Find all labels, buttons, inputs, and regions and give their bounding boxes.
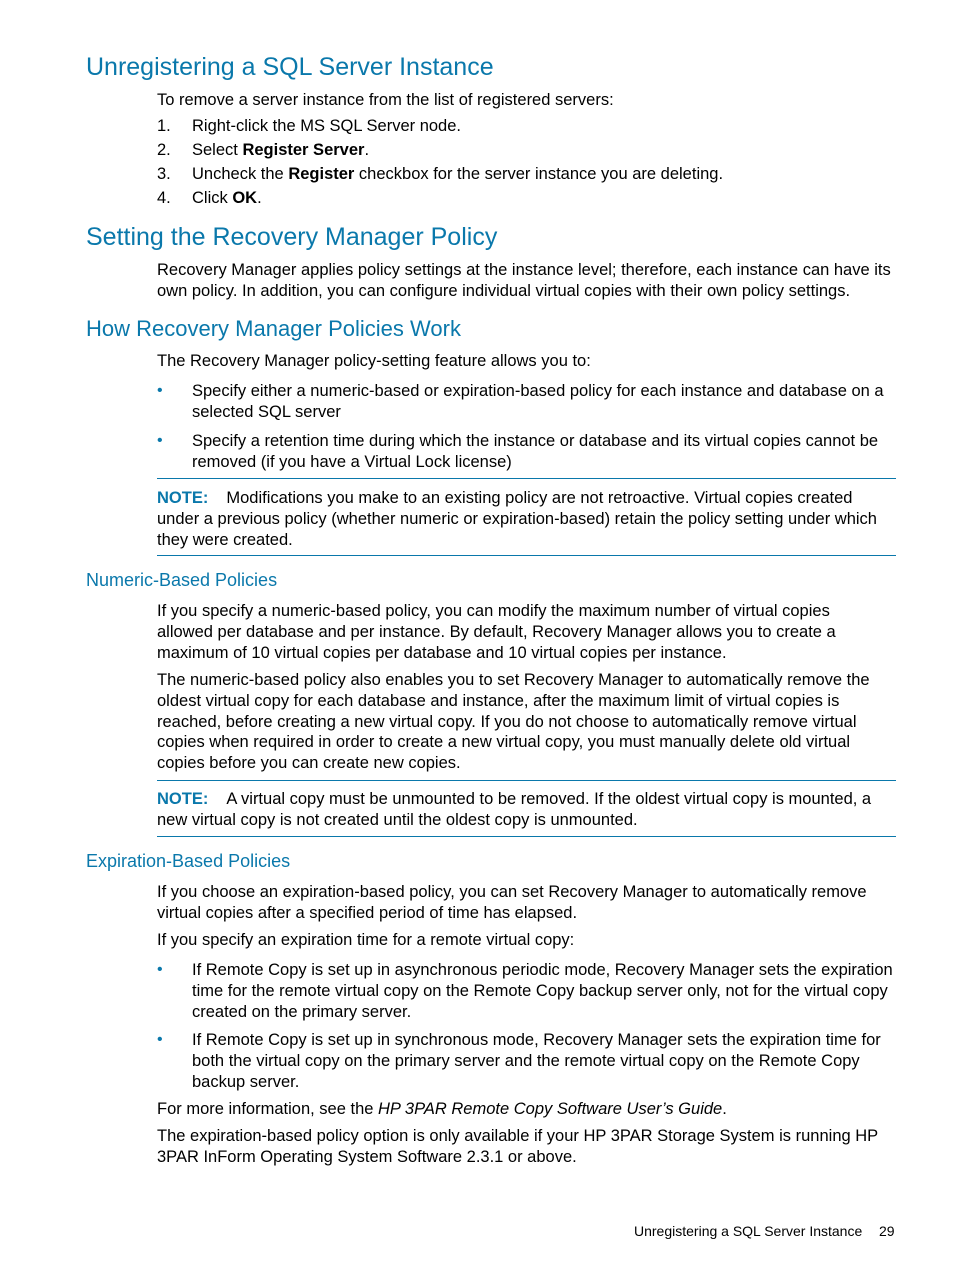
policy-intro-paragraph: Recovery Manager applies policy settings at the instance level; therefore, each instance can have its own policy. In addition, you can configure individual virtual copies with their own policy settings. — [157, 261, 891, 300]
note-divider-top — [157, 478, 896, 479]
bullet-text: If Remote Copy is set up in synchronous mode, Recovery Manager sets the expiration time for both the virtual copy on the primary server and the remote virtual copy on the Remote Copy backup server. — [192, 1031, 881, 1091]
note-divider-bottom — [157, 836, 896, 837]
note-divider-top — [157, 780, 896, 781]
footer-section-name: Unregistering a SQL Server Instance — [634, 1223, 863, 1239]
step-text: Uncheck the Register checkbox for the server instance you are deleting. — [192, 165, 724, 183]
bullet-icon: • — [157, 961, 163, 978]
note-divider-bottom — [157, 555, 896, 556]
page-number: 29 — [879, 1223, 895, 1239]
note-block — [157, 488, 897, 550]
step-text: Click OK. — [192, 189, 262, 207]
bullet-icon: • — [157, 432, 163, 449]
note-block — [157, 789, 897, 831]
expiration-paragraph-1: If you choose an expiration-based policy, you can set Recovery Manager to automatically remove virtual copies after a specified period of time has elapsed. — [157, 883, 867, 922]
section-heading-setting-policy: Setting the Recovery Manager Policy — [86, 223, 498, 251]
numeric-paragraph-2: The numeric-based policy also enables you to set Recovery Manager to automatically remove the oldest virtual copy for each database and instance, after the maximum limit of virtual copies is reached, before creating a new virtual copy. If you do not choose to automatically remove virtual copies when required in order to create a new virtual copy, you must manually delete old virtual copies before you can create new copies. — [157, 671, 870, 773]
guide-reference: HP 3PAR Remote Copy Software User’s Guide — [378, 1100, 723, 1118]
section-heading-numeric-based: Numeric-Based Policies — [86, 570, 278, 590]
section-heading-unregistering: Unregistering a SQL Server Instance — [86, 53, 494, 81]
section-heading-expiration-based: Expiration-Based Policies — [86, 851, 291, 871]
bullet-icon: • — [157, 382, 163, 399]
numeric-paragraph-1: If you specify a numeric-based policy, you can modify the maximum number of virtual copies allowed per database and per instance. By default, Recovery Manager allows you to create a maximum of 10 virtual copies per database and 10 virtual copies per instance. — [157, 602, 836, 662]
expiration-paragraph-3: The expiration-based policy option is only available if your HP 3PAR Storage System is running HP 3PAR InForm Operating System Software 2.3.1 or above. — [157, 1127, 878, 1166]
step-number: 1. — [157, 117, 171, 135]
expiration-paragraph-2: If you specify an expiration time for a remote virtual copy: — [157, 931, 575, 949]
feature-intro-text: The Recovery Manager policy-setting feature allows you to: — [157, 352, 591, 370]
bullet-text: Specify either a numeric-based or expiration-based policy for each instance and database on a selected SQL server — [192, 382, 884, 421]
note-text: A virtual copy must be unmounted to be removed. If the oldest virtual copy is mounted, a new virtual copy is not created until the oldest copy is unmounted. — [157, 790, 872, 829]
bullet-text: If Remote Copy is set up in asynchronous periodic mode, Recovery Manager sets the expiration time for the remote virtual copy on the Remote Copy backup server only, not for the virtual copy created on the primary server. — [192, 961, 893, 1021]
bullet-icon: • — [157, 1031, 163, 1048]
step-text: Right-click the MS SQL Server node. — [192, 117, 461, 135]
note-label: NOTE: — [157, 790, 209, 808]
step-number: 2. — [157, 141, 171, 159]
note-text: Modifications you make to an existing policy are not retroactive. Virtual copies created under a previous policy (whether numeric or expiration-based) retain the policy setting under which they were created. — [157, 489, 877, 549]
step-text: Select Register Server. — [192, 141, 370, 159]
more-info-text: For more information, see the HP 3PAR Remote Copy Software User’s Guide. — [157, 1100, 727, 1118]
note-label: NOTE: — [157, 489, 209, 507]
bullet-text: Specify a retention time during which the instance or database and its virtual copies cannot be removed (if you have a Virtual Lock license) — [192, 432, 879, 471]
intro-text: To remove a server instance from the list of registered servers: — [157, 91, 614, 109]
step-number: 3. — [157, 165, 171, 183]
section-heading-how-policies-work: How Recovery Manager Policies Work — [86, 316, 461, 341]
step-number: 4. — [157, 189, 171, 207]
